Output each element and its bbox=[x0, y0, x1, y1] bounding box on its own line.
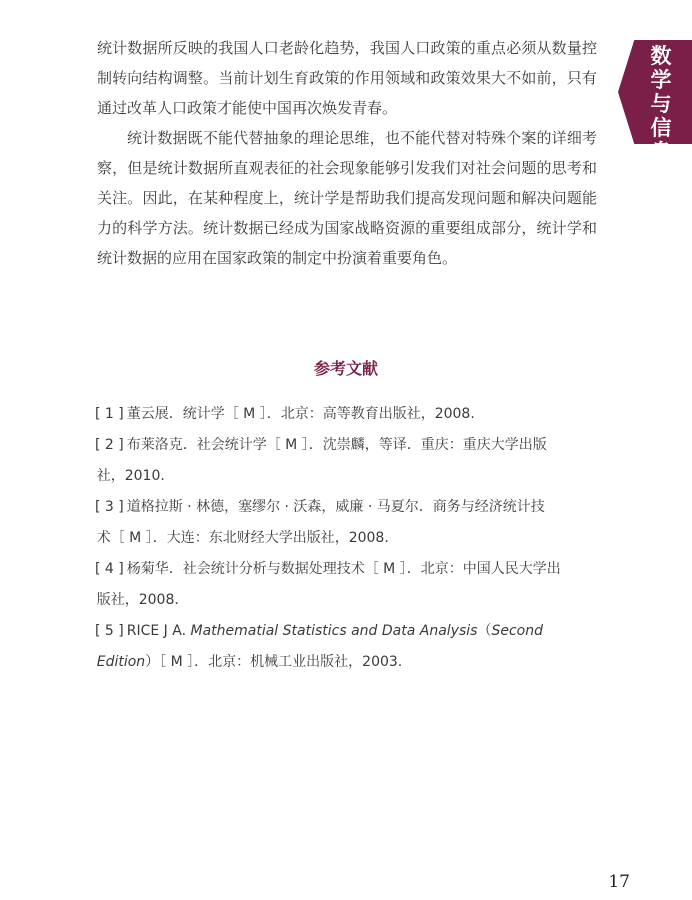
reference-number: [ 4 ] bbox=[95, 561, 124, 577]
paragraph-1: 统计数据所反映的我国人口老龄化趋势，我国人口政策的重点必须从数量控制转向结构调整。当前计划生育政策的作用领域和政策效果大不如前，只有通过改革人口政策才能使中国再次焕发青春。 bbox=[97, 39, 597, 117]
reference-author: RICE J A. bbox=[126, 623, 191, 639]
reference-line-continued: 术［ M ］．大连：东北财经大学出版社，2008. bbox=[96, 530, 389, 546]
reference-edition-cont: Edition bbox=[96, 654, 146, 670]
paragraph-2: 统计数据既不能代替抽象的理论思维，也不能代替对特殊个案的详细考察，但是统计数据所直观表征的社会现象能够引发我们对社会问题的思考和关注。因此，在某种程度上，统计学是帮助我们提高发现问题和解决问题能力的科学方法。统计数据已经成为国家战略资源的重要组成部分，统计学和统计数据的应用在国家政策的制定中扮演着重要角色。 bbox=[97, 129, 597, 267]
reference-text bbox=[96, 492, 595, 554]
reference-line: 董云展．统计学［ M ］．北京：高等教育出版社，2008. bbox=[126, 406, 475, 422]
reference-number: [ 3 ] bbox=[95, 499, 124, 515]
reference-rest: ）［ M ］．北京：机械工业出版社，2003. bbox=[145, 654, 403, 670]
reference-text bbox=[127, 399, 595, 430]
reference-line bbox=[127, 623, 543, 639]
reference-item bbox=[95, 616, 595, 678]
reference-edition-word: Second bbox=[491, 623, 543, 639]
reference-paren: （ bbox=[477, 623, 492, 639]
reference-line: 杨菊华．社会统计分析与数据处理技术［ M ］．北京：中国人民大学出 bbox=[126, 561, 561, 577]
reference-number: [ 2 ] bbox=[95, 437, 124, 453]
reference-item bbox=[95, 554, 595, 616]
page-number: 17 bbox=[608, 872, 630, 892]
reference-text bbox=[96, 430, 595, 492]
reference-list bbox=[95, 399, 595, 678]
reference-text bbox=[96, 616, 595, 678]
reference-line: 道格拉斯 · 林德，塞缪尔 · 沃森，威廉 · 马夏尔．商务与经济统计技 bbox=[126, 499, 545, 515]
reference-line-continued bbox=[97, 647, 595, 678]
reference-number: [ 1 ] bbox=[95, 406, 124, 422]
body-text bbox=[97, 33, 597, 273]
reference-number: [ 5 ] bbox=[95, 623, 124, 639]
section-tab-label: 数学与信息 bbox=[650, 43, 672, 164]
references-heading: 参考文献 bbox=[313, 359, 378, 378]
reference-item bbox=[95, 399, 595, 430]
reference-line-continued: 版社，2008. bbox=[96, 592, 179, 608]
reference-book-title: Mathematial Statistics and Data Analysis bbox=[190, 623, 478, 639]
reference-line-continued: 社，2010. bbox=[96, 468, 165, 484]
reference-text bbox=[96, 554, 595, 616]
reference-item bbox=[95, 492, 595, 554]
reference-line: 布莱洛克．社会统计学［ M ］．沈崇麟，等译．重庆：重庆大学出版 bbox=[126, 437, 547, 453]
reference-item bbox=[95, 430, 595, 492]
